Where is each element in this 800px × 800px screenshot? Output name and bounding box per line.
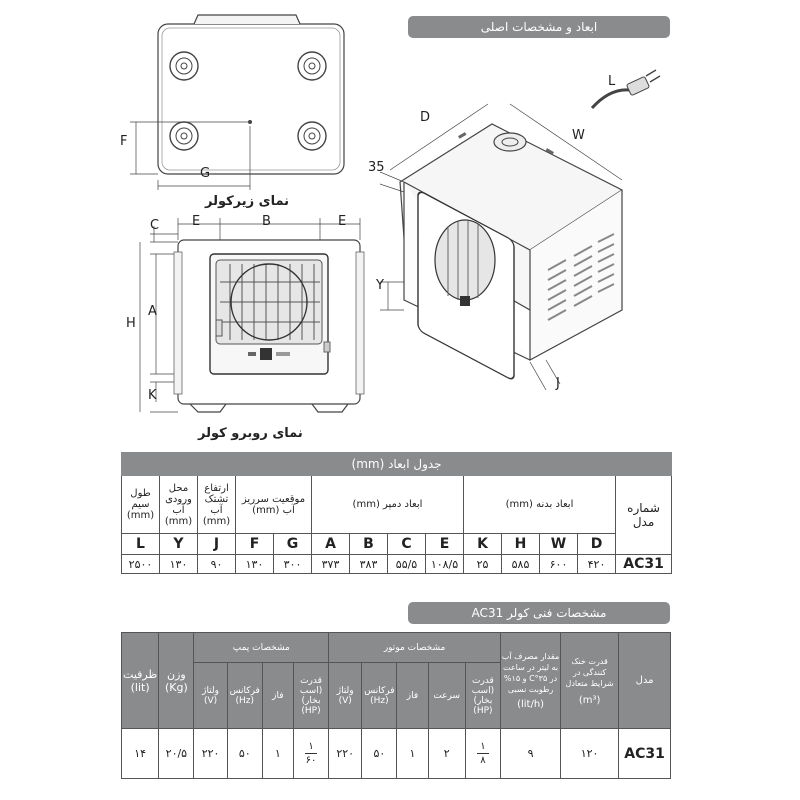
value-pump-voltage: ۲۲۰	[194, 729, 227, 779]
isometric-view-drawing	[360, 60, 690, 400]
motor-frequency-header: فرکانس (Hz)	[362, 663, 397, 729]
pump-power-header: قدرت (اسب بخار) (HP)	[293, 663, 328, 729]
value-motor-frequency: ۵۰	[362, 729, 397, 779]
value-E: ۱۰۸/۵	[426, 555, 464, 574]
pump-voltage-header: ولتاژ (V)	[194, 663, 227, 729]
letter-G: G	[274, 534, 312, 555]
water-consumption-text: مقدار مصرف آب به لیتر در ساعت در ۳۵°C و ۱۵% رطوبت نسبی	[501, 652, 560, 694]
header-damper: ابعاد دمپر (mm)	[312, 476, 464, 534]
letter-D: D	[578, 534, 616, 555]
label-J: J	[556, 376, 560, 391]
dimensions-table-title: جدول ابعاد (mm)	[122, 453, 672, 476]
header-weight: وزن (Kg)	[159, 633, 194, 729]
water-consumption-unit: (lit/h)	[517, 699, 545, 710]
value-motor-power	[465, 729, 500, 779]
letter-Y: Y	[160, 534, 198, 555]
value-C: ۵۵/۵	[388, 555, 426, 574]
motor-power-header: قدرت (اسب بخار) (HP)	[465, 663, 500, 729]
label-E-left: E	[192, 214, 201, 229]
value-water-consumption: ۹	[501, 729, 561, 779]
pump-power-numerator: ۱	[308, 741, 314, 752]
value-pump-power	[293, 729, 328, 779]
label-35: 35	[368, 160, 385, 175]
label-K: K	[148, 388, 157, 403]
value-B: ۳۸۳	[350, 555, 388, 574]
tech-model-value: AC31	[619, 729, 671, 779]
letter-W: W	[540, 534, 578, 555]
motor-voltage-header: ولتاژ (V)	[329, 663, 362, 729]
header-model: شماره مدل	[616, 476, 672, 555]
pump-frequency-header: فرکانس (Hz)	[227, 663, 262, 729]
header-body: ابعاد بدنه (mm)	[464, 476, 616, 534]
value-G: ۳۰۰	[274, 555, 312, 574]
value-cooling-capacity: ۱۲۰	[561, 729, 619, 779]
motor-phase-header: فاز	[397, 663, 428, 729]
letter-J: J	[198, 534, 236, 555]
header-model-tech: مدل	[619, 633, 671, 729]
letter-A: A	[312, 534, 350, 555]
letter-B: B	[350, 534, 388, 555]
value-motor-phase: ۱	[397, 729, 428, 779]
value-L: ۲۵۰۰	[122, 555, 160, 574]
label-C: C	[150, 218, 160, 233]
value-F: ۱۳۰	[236, 555, 274, 574]
bottom-view-caption: نمای زیرکولر	[205, 194, 290, 209]
label-B: B	[262, 214, 271, 229]
label-E-right: E	[338, 214, 347, 229]
value-capacity: ۱۴	[122, 729, 159, 779]
value-D: ۴۲۰	[578, 555, 616, 574]
label-A: A	[148, 304, 157, 319]
letter-L: L	[122, 534, 160, 555]
motor-power-denominator: ۸	[480, 755, 486, 766]
letter-H: H	[502, 534, 540, 555]
value-pump-phase: ۱	[262, 729, 293, 779]
header-water-consumption	[501, 633, 561, 729]
label-L: L	[608, 74, 616, 89]
pump-phase-header: فاز	[262, 663, 293, 729]
letter-E: E	[426, 534, 464, 555]
letter-F: F	[236, 534, 274, 555]
motor-power-numerator: ۱	[480, 741, 486, 752]
dimensions-table	[121, 452, 672, 574]
dim-model-value: AC31	[616, 555, 672, 574]
header-capacity: ظرفیت (lit)	[122, 633, 159, 729]
front-view-caption: نمای روبرو کولر	[198, 426, 303, 441]
value-J: ۹۰	[198, 555, 236, 574]
label-G: G	[200, 166, 211, 181]
value-motor-speed: ۲	[428, 729, 465, 779]
front-view-drawing	[120, 212, 380, 422]
header-cable-length: طول سیم (mm)	[122, 476, 160, 534]
pump-power-denominator: ۶۰	[305, 755, 317, 766]
value-Y: ۱۳۰	[160, 555, 198, 574]
value-weight: ۲۰/۵	[159, 729, 194, 779]
header-cooling-capacity	[561, 633, 619, 729]
cooling-capacity-unit: (m³)	[578, 694, 601, 706]
value-H: ۵۸۵	[502, 555, 540, 574]
letter-C: C	[388, 534, 426, 555]
tech-specs-table	[121, 632, 671, 779]
label-F: F	[120, 134, 128, 149]
label-Y: Y	[376, 278, 384, 293]
value-K: ۲۵	[464, 555, 502, 574]
header-pump: مشخصات پمپ	[194, 633, 329, 663]
header-tray-height: ارتفاع تشتک آب (mm)	[198, 476, 236, 534]
label-W: W	[572, 128, 585, 143]
label-D: D	[420, 110, 431, 125]
header-motor: مشخصات موتور	[329, 633, 501, 663]
label-H: H	[126, 316, 136, 331]
main-specs-heading: ابعاد و مشخصات اصلی	[408, 16, 670, 38]
header-water-inlet: محل ورودی آب (mm)	[160, 476, 198, 534]
value-motor-voltage: ۲۲۰	[329, 729, 362, 779]
letter-K: K	[464, 534, 502, 555]
header-overflow: موقعیت سرریز آب (mm)	[236, 476, 312, 534]
value-pump-frequency: ۵۰	[227, 729, 262, 779]
value-W: ۶۰۰	[540, 555, 578, 574]
motor-speed-header: سرعت	[428, 663, 465, 729]
cooling-capacity-text: قدرت خنک کنندگی در شرایط متعادل	[565, 656, 614, 688]
tech-specs-heading: مشخصات فنی کولر AC31	[408, 602, 670, 624]
bottom-view-drawing	[110, 10, 360, 200]
value-A: ۳۷۳	[312, 555, 350, 574]
